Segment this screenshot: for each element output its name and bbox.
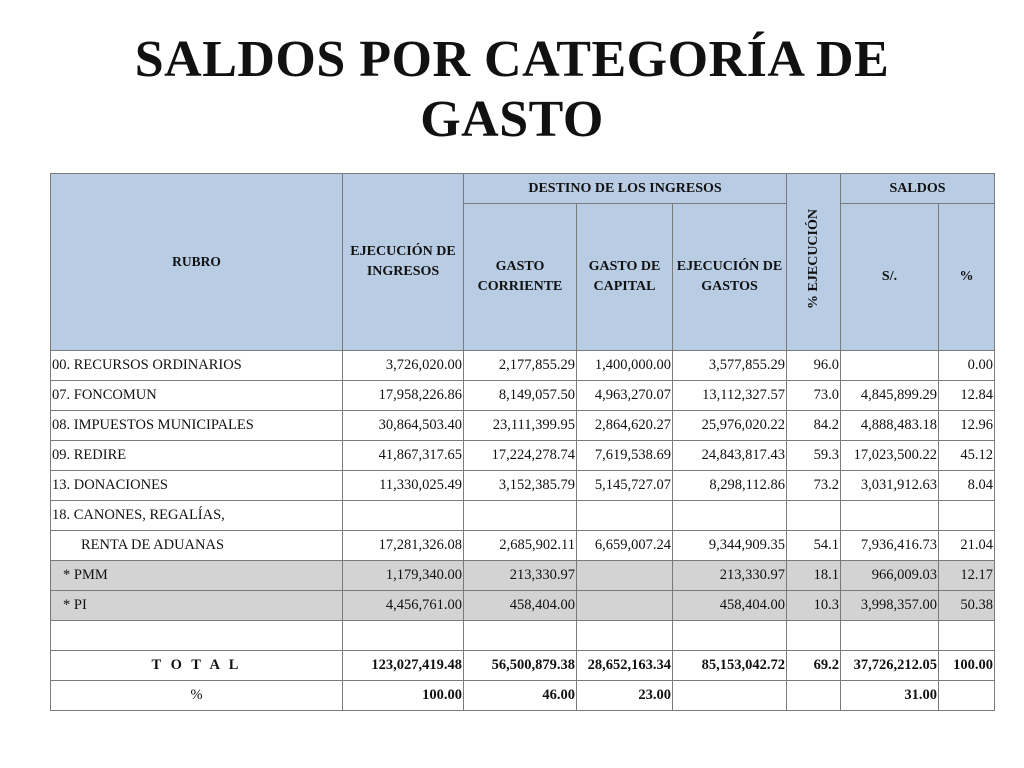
- cell-rubro: * PMM: [51, 561, 343, 591]
- cell-pct-ejec: 54.1: [787, 531, 841, 561]
- cell-ingresos: 1,179,340.00: [343, 561, 464, 591]
- cell-ingresos: 100.00: [343, 681, 464, 711]
- cell-empty: [673, 621, 787, 651]
- cell-saldo: 37,726,212.05: [841, 651, 939, 681]
- header-saldos-pct: %: [939, 204, 995, 351]
- cell-ingresos: [343, 501, 464, 531]
- cell-rubro: 13. DONACIONES: [51, 471, 343, 501]
- cell-corriente: 46.00: [464, 681, 577, 711]
- cell-pct-ejec: [787, 681, 841, 711]
- cell-ingresos: 4,456,761.00: [343, 591, 464, 621]
- table-row: [51, 531, 995, 561]
- cell-ingresos: 17,281,326.08: [343, 531, 464, 561]
- page-title: [0, 30, 1024, 150]
- cell-saldo: 7,936,416.73: [841, 531, 939, 561]
- table-row-empty: [51, 621, 995, 651]
- header-ejecucion-ingresos: EJECUCIÓN DE INGRESOS: [343, 174, 464, 351]
- cell-corriente: 2,177,855.29: [464, 351, 577, 381]
- cell-saldo-pct: 12.84: [939, 381, 995, 411]
- cell-gastos: [673, 501, 787, 531]
- cell-empty: [939, 621, 995, 651]
- table-row: [51, 561, 995, 591]
- cell-pct-ejec: 59.3: [787, 441, 841, 471]
- cell-gastos: 85,153,042.72: [673, 651, 787, 681]
- cell-gastos: 13,112,327.57: [673, 381, 787, 411]
- cell-saldo: [841, 501, 939, 531]
- cell-empty: [841, 621, 939, 651]
- cell-gastos: 213,330.97: [673, 561, 787, 591]
- table-row: [51, 471, 995, 501]
- total-row: [51, 651, 995, 681]
- cell-ingresos: 123,027,419.48: [343, 651, 464, 681]
- title-line-1: SALDOS POR CATEGORÍA DE: [134, 31, 890, 88]
- cell-gastos: 9,344,909.35: [673, 531, 787, 561]
- cell-corriente: 56,500,879.38: [464, 651, 577, 681]
- cell-pct-ejec: 84.2: [787, 411, 841, 441]
- header-saldos: SALDOS: [841, 174, 995, 204]
- cell-rubro: %: [51, 681, 343, 711]
- cell-gastos: 458,404.00: [673, 591, 787, 621]
- header-pct-ejecucion-label: % EJECUCIÓN: [805, 208, 821, 309]
- cell-capital: [577, 591, 673, 621]
- cell-capital: 28,652,163.34: [577, 651, 673, 681]
- cell-saldo-pct: [939, 681, 995, 711]
- cell-saldo-pct: 100.00: [939, 651, 995, 681]
- cell-rubro: 00. RECURSOS ORDINARIOS: [51, 351, 343, 381]
- cell-corriente: 2,685,902.11: [464, 531, 577, 561]
- cell-saldo-pct: 12.17: [939, 561, 995, 591]
- cell-corriente: 23,111,399.95: [464, 411, 577, 441]
- cell-rubro: 18. CANONES, REGALÍAS,: [51, 501, 343, 531]
- cell-pct-ejec: 10.3: [787, 591, 841, 621]
- cell-saldo: 3,031,912.63: [841, 471, 939, 501]
- cell-gastos: 8,298,112.86: [673, 471, 787, 501]
- cell-corriente: 8,149,057.50: [464, 381, 577, 411]
- cell-saldo: 3,998,357.00: [841, 591, 939, 621]
- cell-gastos: [673, 681, 787, 711]
- cell-rubro: 07. FONCOMUN: [51, 381, 343, 411]
- table-row: [51, 591, 995, 621]
- title-line-2: GASTO: [420, 91, 604, 148]
- cell-saldo: 4,888,483.18: [841, 411, 939, 441]
- cell-saldo-pct: 21.04: [939, 531, 995, 561]
- cell-capital: 7,619,538.69: [577, 441, 673, 471]
- cell-saldo: [841, 351, 939, 381]
- cell-rubro: 09. REDIRE: [51, 441, 343, 471]
- cell-ingresos: 17,958,226.86: [343, 381, 464, 411]
- cell-ingresos: 30,864,503.40: [343, 411, 464, 441]
- cell-saldo-pct: 8.04: [939, 471, 995, 501]
- cell-pct-ejec: [787, 501, 841, 531]
- cell-empty: [577, 621, 673, 651]
- cell-gastos: 25,976,020.22: [673, 411, 787, 441]
- cell-saldo: 31.00: [841, 681, 939, 711]
- table-row: [51, 441, 995, 471]
- cell-capital: 5,145,727.07: [577, 471, 673, 501]
- cell-empty: [464, 621, 577, 651]
- cell-saldo-pct: [939, 501, 995, 531]
- cell-capital: 6,659,007.24: [577, 531, 673, 561]
- header-pct-ejecucion: [787, 174, 841, 351]
- cell-pct-ejec: 18.1: [787, 561, 841, 591]
- cell-corriente: 3,152,385.79: [464, 471, 577, 501]
- cell-empty: [51, 621, 343, 651]
- cell-rubro: T O T A L: [51, 651, 343, 681]
- cell-ingresos: 11,330,025.49: [343, 471, 464, 501]
- cell-gastos: 3,577,855.29: [673, 351, 787, 381]
- table-row: [51, 501, 995, 531]
- cell-capital: [577, 501, 673, 531]
- table-row: [51, 411, 995, 441]
- cell-corriente: [464, 501, 577, 531]
- cell-saldo-pct: 50.38: [939, 591, 995, 621]
- percent-row: [51, 681, 995, 711]
- cell-capital: 23.00: [577, 681, 673, 711]
- cell-corriente: 17,224,278.74: [464, 441, 577, 471]
- header-gasto-corriente: GASTO CORRIENTE: [464, 204, 577, 351]
- cell-ingresos: 41,867,317.65: [343, 441, 464, 471]
- cell-empty: [343, 621, 464, 651]
- balances-table: [50, 173, 995, 711]
- header-ejecucion-gastos: EJECUCIÓN DE GASTOS: [673, 204, 787, 351]
- cell-rubro: 08. IMPUESTOS MUNICIPALES: [51, 411, 343, 441]
- cell-ingresos: 3,726,020.00: [343, 351, 464, 381]
- cell-saldo: 4,845,899.29: [841, 381, 939, 411]
- cell-saldo: 966,009.03: [841, 561, 939, 591]
- table-row: [51, 351, 995, 381]
- cell-rubro: * PI: [51, 591, 343, 621]
- cell-pct-ejec: 73.2: [787, 471, 841, 501]
- header-saldos-soles: S/.: [841, 204, 939, 351]
- header-destino: DESTINO DE LOS INGRESOS: [464, 174, 787, 204]
- cell-rubro: RENTA DE ADUANAS: [51, 531, 343, 561]
- header-gasto-capital: GASTO DE CAPITAL: [577, 204, 673, 351]
- cell-saldo-pct: 0.00: [939, 351, 995, 381]
- cell-pct-ejec: 69.2: [787, 651, 841, 681]
- cell-capital: [577, 561, 673, 591]
- cell-pct-ejec: 73.0: [787, 381, 841, 411]
- cell-saldo-pct: 12.96: [939, 411, 995, 441]
- cell-empty: [787, 621, 841, 651]
- cell-gastos: 24,843,817.43: [673, 441, 787, 471]
- cell-capital: 1,400,000.00: [577, 351, 673, 381]
- cell-corriente: 213,330.97: [464, 561, 577, 591]
- header-rubro: RUBRO: [51, 174, 343, 351]
- cell-capital: 2,864,620.27: [577, 411, 673, 441]
- cell-capital: 4,963,270.07: [577, 381, 673, 411]
- cell-pct-ejec: 96.0: [787, 351, 841, 381]
- cell-corriente: 458,404.00: [464, 591, 577, 621]
- cell-saldo: 17,023,500.22: [841, 441, 939, 471]
- cell-saldo-pct: 45.12: [939, 441, 995, 471]
- table-row: [51, 381, 995, 411]
